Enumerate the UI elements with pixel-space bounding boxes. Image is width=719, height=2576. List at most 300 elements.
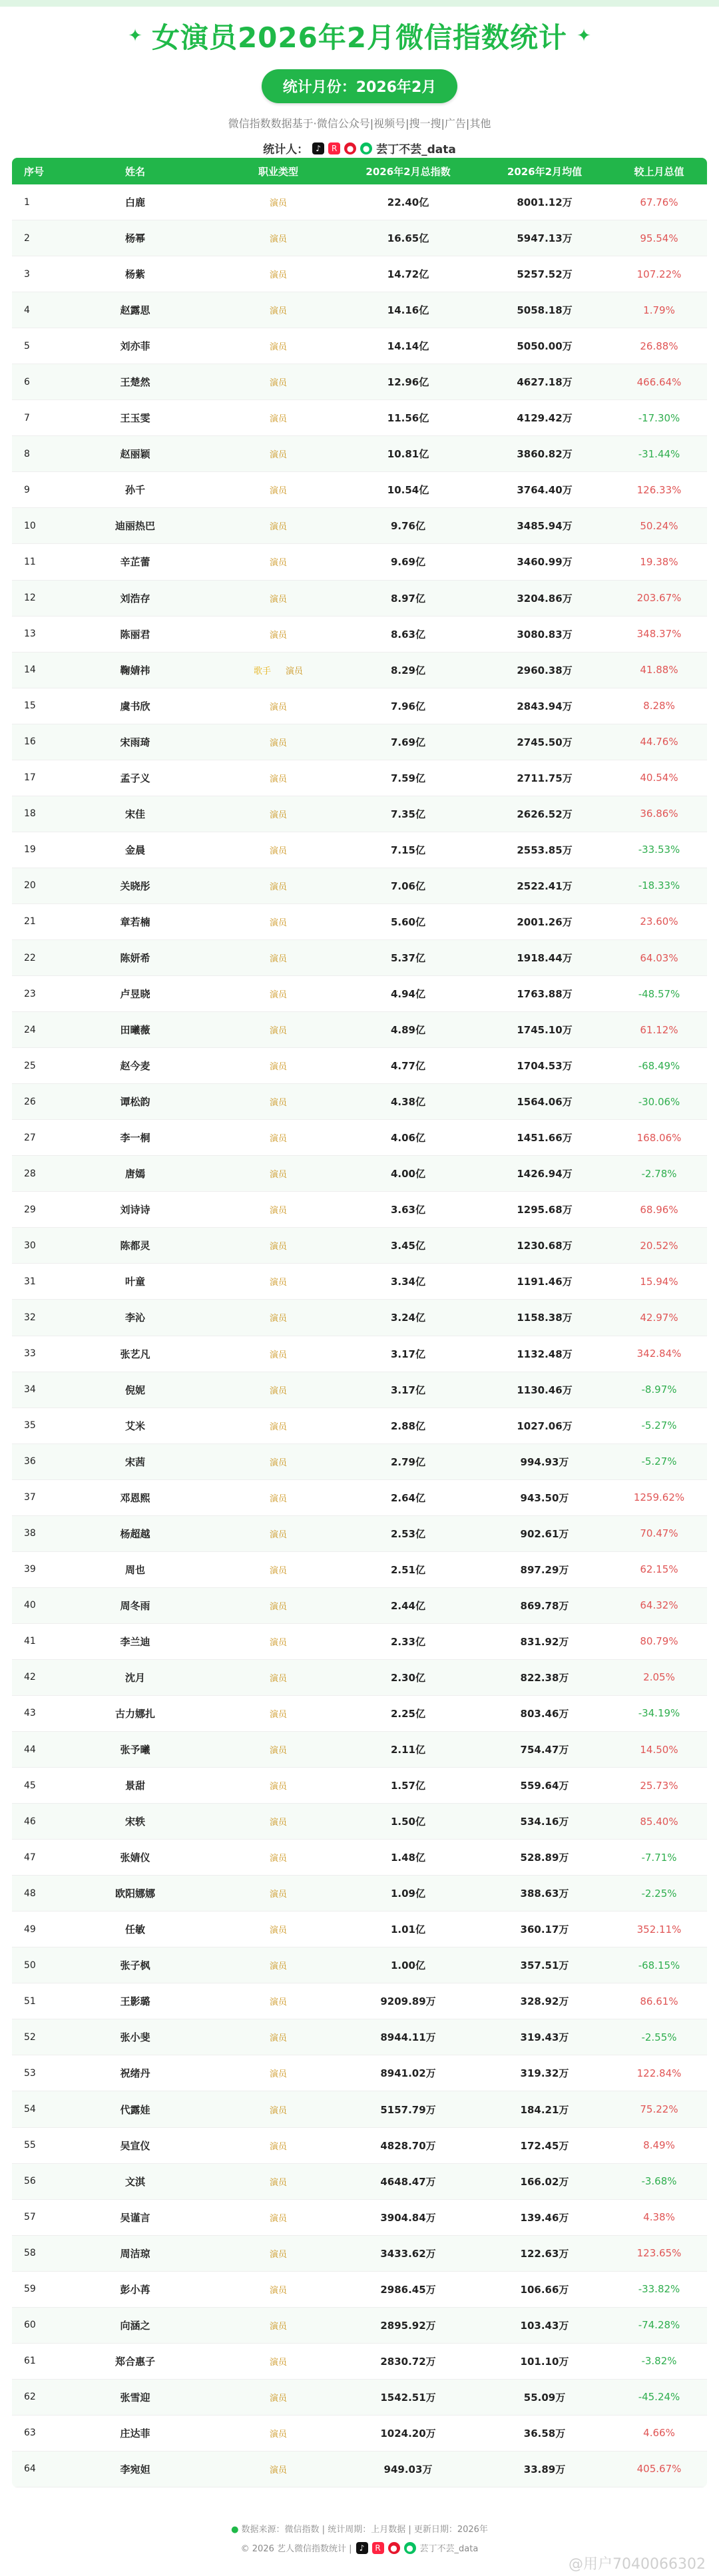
rank-cell: 19 [24,844,36,856]
mom-change-cell: -31.44% [638,447,680,460]
avg-index-cell: 2522.41万 [517,880,573,892]
role-cell [218,1563,338,1576]
table-row [12,1660,707,1696]
total-index-cell: 14.14亿 [387,340,429,353]
role-tag: 演员 [269,1601,287,1612]
table-row [12,328,707,364]
table-row [12,2200,707,2236]
avg-index-cell: 3460.99万 [517,556,573,569]
role-tag: 演员 [269,954,287,964]
total-index-cell: 3.45亿 [390,1240,425,1252]
table-row [12,940,707,976]
table-row [12,2416,707,2451]
rank-cell: 44 [24,1744,36,1755]
role-tag: 演员 [269,774,287,784]
avg-index-cell: 528.89万 [520,1852,569,1864]
name-cell: 孙千 [124,484,145,497]
rank-cell: 39 [24,1564,36,1575]
watermark: @用户7040066302 [569,2556,706,2573]
avg-index-cell: 101.10万 [520,2355,569,2368]
total-index-cell: 8941.02万 [380,2067,436,2080]
name-cell: 刘亦菲 [120,340,150,353]
table-row [12,2019,707,2055]
rank-cell: 55 [24,2140,36,2151]
role-cell [218,1455,338,1468]
avg-index-cell: 1704.53万 [517,1060,573,1073]
role-tag: 演员 [286,666,304,676]
table-row [12,1480,707,1516]
name-cell: 艾米 [124,1419,145,1432]
total-index-cell: 4.94亿 [390,988,425,1001]
avg-index-cell: 1918.44万 [517,952,573,964]
rank-cell: 41 [24,1636,36,1647]
role-cell [218,1851,338,1864]
role-tag: 演员 [269,1782,287,1792]
rank-cell: 6 [24,376,30,387]
role-tag: 演员 [269,2177,287,2188]
mom-change-cell: 2.05% [643,1671,675,1684]
table-row [12,904,707,940]
name-cell: 宋茜 [124,1455,145,1468]
avg-index-cell: 559.64万 [520,1780,569,1792]
name-cell: 吴谨言 [120,2211,150,2224]
table-row [12,1084,707,1120]
total-index-cell: 2.44亿 [390,1599,425,1612]
role-cell [218,1959,338,1971]
table-row [12,2308,707,2344]
total-index-cell: 22.40亿 [387,196,429,209]
rank-cell: 60 [24,2320,36,2331]
table-row [12,1300,707,1336]
role-cell [218,1671,338,1684]
avg-index-cell: 4627.18万 [517,376,573,389]
total-index-cell: 7.59亿 [390,772,425,784]
table-row [12,724,707,760]
avg-index-cell: 166.02万 [520,2175,569,2188]
name-cell: 陈妍希 [120,952,150,964]
role-tag: 演员 [269,1637,287,1648]
mom-change-cell: -68.15% [638,1959,680,1971]
table-row [12,220,707,256]
name-cell: 张予曦 [120,1744,150,1756]
avg-index-cell: 2843.94万 [517,700,573,712]
role-tag: 演员 [269,2105,287,2116]
mom-change-cell: 352.11% [636,1923,682,1935]
rank-cell: 8 [24,448,30,459]
rank-cell: 25 [24,1060,36,1071]
rank-cell: 42 [24,1672,36,1683]
rank-cell: 50 [24,1959,36,1971]
total-index-cell: 3433.62万 [380,2247,436,2260]
role-tag: 演员 [269,414,287,425]
avg-index-cell: 1132.48万 [517,1348,573,1360]
mom-change-cell: 40.54% [640,772,678,784]
col-rank-header: 序号 [24,165,45,178]
name-cell: 迪丽热巴 [115,520,155,533]
rank-cell: 3 [24,268,30,280]
role-tag: 演员 [269,1026,287,1037]
name-cell: 李一桐 [120,1132,150,1145]
total-index-cell: 2.30亿 [390,1671,425,1684]
total-index-cell: 10.81亿 [387,448,429,461]
role-tag: 演员 [269,990,287,1001]
avg-index-cell: 1763.88万 [517,988,573,1001]
rank-cell: 61 [24,2356,36,2367]
mom-change-cell: -3.82% [641,2355,677,2368]
role-cell [218,1743,338,1756]
role-cell [218,1348,338,1360]
name-cell: 宋雨琦 [120,736,150,748]
mom-change-cell: -5.27% [641,1455,677,1468]
mom-change-cell: 15.94% [640,1275,678,1288]
avg-index-cell: 1027.06万 [517,1419,573,1432]
total-index-cell: 2830.72万 [380,2355,436,2368]
avg-index-cell: 822.38万 [520,1671,569,1684]
footer-copyright: © 2026 艺人微信指数统计 | [240,2544,352,2554]
table-row [12,1840,707,1876]
name-cell: 李沁 [124,1312,145,1324]
avg-index-cell: 803.46万 [520,1707,569,1720]
rank-cell: 24 [24,1024,36,1035]
name-cell: 向涵之 [120,2319,150,2332]
table-row [12,364,707,400]
table-row [12,2236,707,2272]
avg-index-cell: 122.63万 [520,2247,569,2260]
avg-index-cell: 2960.38万 [517,664,573,676]
role-cell [218,2355,338,2368]
role-cell [218,1779,338,1792]
name-cell: 赵露思 [120,304,150,317]
col-total-header: 2026年2月总指数 [365,165,451,178]
avg-index-cell: 994.93万 [520,1455,569,1468]
role-tag: 演员 [269,1134,287,1145]
role-cell [218,700,338,712]
avg-index-cell: 1158.38万 [517,1312,573,1324]
role-tag: 演员 [269,1457,287,1468]
role-tag: 演员 [269,2465,287,2475]
role-cell [218,2283,338,2296]
total-index-cell: 5.37亿 [390,952,425,964]
role-cell [218,2211,338,2224]
role-cell [218,519,338,532]
avg-index-cell: 2745.50万 [517,736,573,748]
role-cell [218,1275,338,1288]
name-cell: 叶童 [124,1276,145,1288]
role-cell [218,1239,338,1252]
mom-change-cell: 68.96% [640,1203,678,1216]
mom-change-cell: 14.50% [640,1743,678,1756]
role-tag: 演员 [269,486,287,497]
role-tag: 演员 [269,1421,287,1432]
rank-cell: 63 [24,2428,36,2439]
name-cell: 刘诗诗 [120,1204,150,1216]
mom-change-cell: -30.06% [638,1095,680,1108]
weibo-icon: ● [344,142,356,154]
table-row [12,1912,707,1947]
role-cell [218,411,338,424]
table-row [12,1264,707,1300]
avg-index-cell: 8001.12万 [517,196,573,209]
rank-cell: 14 [24,664,36,676]
role-cell [218,808,338,820]
name-cell: 文淇 [124,2175,145,2188]
role-tag: 演员 [269,2285,287,2296]
role-cell [218,1923,338,1935]
table-row [12,1876,707,1912]
stats-label: 统计人： [263,143,309,156]
avg-index-cell: 184.21万 [520,2103,569,2116]
avg-index-cell: 5257.52万 [517,268,573,281]
table-row [12,796,707,832]
role-tag: 演员 [269,378,287,389]
avg-index-cell: 534.16万 [520,1816,569,1828]
mom-change-cell: 26.88% [640,340,678,352]
mom-change-cell: -8.97% [641,1384,677,1396]
name-cell: 杨超越 [120,1527,150,1540]
name-cell: 欧阳娜娜 [115,1888,155,1900]
total-index-cell: 3.24亿 [390,1312,425,1324]
total-index-cell: 7.06亿 [390,880,425,892]
table-row [12,256,707,292]
rank-cell: 5 [24,340,30,352]
name-cell: 谭松韵 [120,1096,150,1109]
table-row [12,652,707,688]
avg-index-cell: 357.51万 [520,1959,569,1972]
role-tag: 演员 [269,2069,287,2080]
rank-cell: 46 [24,1816,36,1827]
role-tag: 演员 [269,917,287,928]
mom-change-cell: 1.79% [643,304,675,316]
role-tag: 演员 [269,558,287,569]
mom-change-cell: 122.84% [636,2067,682,2079]
rank-cell: 1 [24,196,30,208]
avg-index-cell: 172.45万 [520,2139,569,2152]
role-cell [218,2031,338,2043]
mom-change-cell: -3.68% [641,2175,677,2188]
rank-cell: 57 [24,2212,36,2223]
footer-account: 芸丁不芸_data [419,2544,479,2554]
name-cell: 倪妮 [124,1384,145,1396]
mom-change-cell: 70.47% [640,1527,678,1540]
name-cell: 景甜 [124,1780,145,1792]
role-tag: 演员 [269,2213,287,2224]
mom-change-cell: -7.71% [641,1851,677,1864]
total-index-cell: 2.79亿 [390,1455,425,1468]
table-row [12,1732,707,1768]
role-tag: 演员 [269,1997,287,2008]
total-index-cell: 8.97亿 [390,592,425,605]
table-body [12,184,707,2487]
total-index-cell: 1.00亿 [390,1959,425,1972]
role-cell [218,1384,338,1396]
avg-index-cell: 33.89万 [523,2463,566,2475]
total-index-cell: 2.33亿 [390,1635,425,1648]
stats-author-row [0,140,719,156]
role-tag: 演员 [269,198,287,209]
header [0,8,719,156]
role-cell [218,1059,338,1072]
name-cell: 章若楠 [120,915,150,928]
name-cell: 代露娃 [120,2103,150,2116]
name-cell: 祝绪丹 [120,2067,150,2080]
role-cell [218,1887,338,1900]
table-row [12,2344,707,2380]
table-row [12,976,707,1012]
rank-cell: 4 [24,304,30,316]
table-row [12,544,707,580]
role-tag: 演员 [269,846,287,856]
mom-change-cell: 64.03% [640,951,678,964]
mom-change-cell: -48.57% [638,987,680,1000]
role-tag: 演员 [269,2429,287,2440]
rank-cell: 13 [24,629,36,640]
name-cell: 庄达菲 [120,2427,150,2440]
name-cell: 邓恩熙 [120,1491,150,1504]
mom-change-cell: 44.76% [640,736,678,748]
role-cell [218,2463,338,2475]
mom-change-cell: 1259.62% [633,1491,685,1504]
role-cell [218,1095,338,1108]
total-index-cell: 2.25亿 [390,1707,425,1720]
mom-change-cell: -74.28% [638,2319,680,2332]
role-tag: 演员 [269,1386,287,1396]
role-tag: 演员 [269,2357,287,2368]
name-cell: 赵今麦 [120,1060,150,1073]
total-index-cell: 2.64亿 [390,1491,425,1504]
mom-change-cell: 86.61% [640,1995,678,2007]
mom-change-cell: 62.15% [640,1563,678,1576]
table-row [12,868,707,904]
role-cell [218,1707,338,1720]
name-cell: 周也 [124,1563,145,1576]
xiaohongshu-icon: R [328,142,340,154]
total-index-cell: 3.17亿 [390,1348,425,1360]
total-index-cell: 11.56亿 [387,412,429,425]
table-row [12,400,707,436]
role-cell [218,483,338,496]
total-index-cell: 1.57亿 [390,1780,425,1792]
name-cell: 辛芷蕾 [120,556,150,569]
rank-cell: 52 [24,2031,36,2043]
role-tag: 演员 [269,1709,287,1720]
mom-change-cell: 20.52% [640,1239,678,1252]
name-cell: 宋轶 [124,1816,145,1828]
role-tag: 演员 [269,2033,287,2044]
rank-cell: 20 [24,880,36,892]
role-tag: 演员 [269,1278,287,1288]
role-tag: 演员 [269,738,287,748]
sparkle-icon: ✦ [577,26,591,46]
douyin-icon: ♪ [356,2542,368,2554]
avg-index-cell: 1451.66万 [517,1132,573,1145]
total-index-cell: 2.51亿 [390,1563,425,1576]
avg-index-cell: 1230.68万 [517,1240,573,1252]
table-row [12,184,707,220]
footer-source: ● 数据来源：微信指数 | 统计周期：上月数据 | 更新日期：2026年 [231,2525,488,2535]
mom-change-cell: 168.06% [636,1131,682,1144]
avg-index-cell: 2553.85万 [517,844,573,856]
total-index-cell: 7.69亿 [390,736,425,748]
total-index-cell: 2.88亿 [390,1419,425,1432]
avg-index-cell: 5050.00万 [517,340,573,353]
role-tag: 演员 [269,594,287,605]
footer [0,2522,719,2554]
role-cell [218,844,338,856]
avg-index-cell: 3485.94万 [517,520,573,533]
rank-cell: 2 [24,232,30,244]
name-cell: 周冬雨 [120,1599,150,1612]
role-cell [218,628,338,641]
total-index-cell: 8.63亿 [390,628,425,641]
role-cell [218,376,338,388]
role-cell [218,2391,338,2404]
role-cell [218,2067,338,2079]
footer-source-text: 数据来源：微信指数 | 统计周期：上月数据 | 更新日期：2026年 [241,2525,488,2535]
name-cell: 张雪迎 [120,2391,150,2404]
role-cell [218,1023,338,1036]
role-tag-singer: 歌手 [253,666,271,676]
table-row [12,2451,707,2487]
name-cell: 郑合惠子 [115,2355,155,2368]
total-index-cell: 9209.89万 [380,1995,436,2008]
name-cell: 周洁琼 [120,2247,150,2260]
role-cell [218,2319,338,2332]
rank-cell: 47 [24,1852,36,1863]
rank-cell: 51 [24,1995,36,2007]
avg-index-cell: 2001.26万 [517,915,573,928]
role-cell [218,592,338,605]
avg-index-cell: 360.17万 [520,1924,569,1936]
table-row [12,1012,707,1048]
total-index-cell: 2986.45万 [380,2283,436,2296]
name-cell: 孟子义 [120,772,150,784]
table-row [12,1768,707,1804]
mom-change-cell: 8.49% [643,2139,675,2152]
mom-change-cell: -5.27% [641,1419,677,1432]
avg-index-cell: 943.50万 [520,1491,569,1504]
table-row [12,1516,707,1552]
role-cell [218,1131,338,1144]
ranking-table [12,158,707,2487]
role-cell [218,951,338,964]
role-cell [218,1635,338,1648]
role-tag: 演员 [269,1170,287,1180]
total-index-cell: 1.09亿 [390,1888,425,1900]
sparkle-icon: ✦ [128,26,142,46]
avg-index-cell: 831.92万 [520,1635,569,1648]
mom-change-cell: 36.86% [640,808,678,820]
total-index-cell: 4.38亿 [390,1096,425,1109]
role-tag: 演员 [269,1314,287,1324]
rank-cell: 58 [24,2248,36,2259]
total-index-cell: 4.77亿 [390,1060,425,1073]
role-cell [218,304,338,316]
role-cell [218,987,338,1000]
name-cell: 杨幂 [124,232,145,245]
role-cell [218,664,338,676]
total-index-cell: 7.35亿 [390,808,425,820]
role-cell [218,2103,338,2116]
period-badge: 统计月份：2026年2月 [262,69,458,103]
role-cell [218,1527,338,1540]
col-name-header: 姓名 [124,165,145,178]
total-index-cell: 3.34亿 [390,1276,425,1288]
mom-change-cell: 95.54% [640,232,678,244]
role-tag: 演员 [269,306,287,317]
role-cell [218,268,338,280]
total-index-cell: 1024.20万 [380,2427,436,2440]
rank-cell: 9 [24,484,30,495]
